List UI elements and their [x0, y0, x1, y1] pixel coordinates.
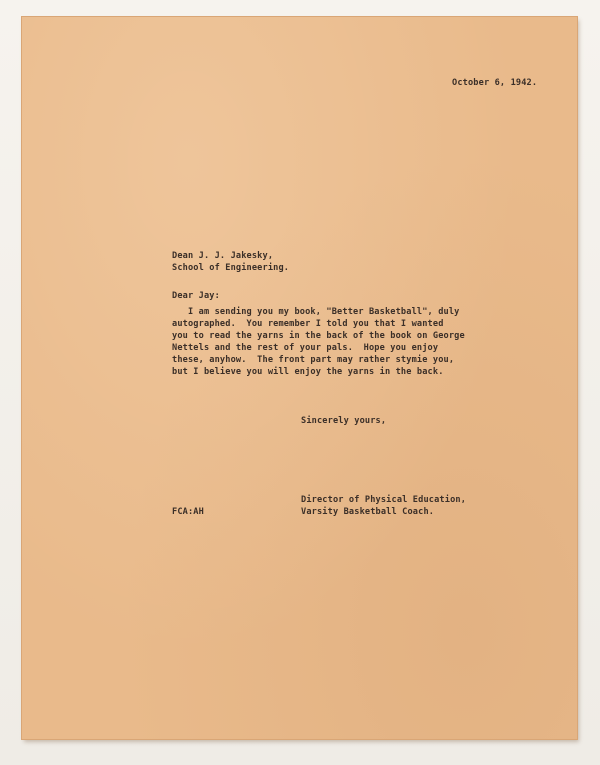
- recipient-department: School of Engineering.: [172, 263, 290, 273]
- complimentary-closing: Sincerely yours,: [301, 416, 387, 426]
- body-line: these, anyhow. The front part may rather stymie you,: [172, 355, 455, 365]
- signature-block: [301, 494, 466, 518]
- salutation: Dear Jay:: [172, 291, 220, 301]
- reference-initials: FCA:AH: [172, 507, 204, 517]
- body-line: you to read the yarns in the back of the book on George: [172, 331, 465, 341]
- signature-title-line-1: Director of Physical Education,: [301, 495, 467, 505]
- letter-page: [22, 17, 577, 739]
- body-line: I am sending you my book, "Better Basketball", duly: [172, 307, 460, 317]
- body-line: but I believe you will enjoy the yarns in the back.: [172, 367, 444, 377]
- body-line: autographed. You remember I told you that I wanted: [172, 319, 444, 329]
- recipient-name: Dean J. J. Jakesky,: [172, 251, 274, 261]
- signature-title-line-2: Varsity Basketball Coach.: [301, 507, 435, 517]
- recipient-address: [172, 250, 289, 274]
- letter-body: [172, 306, 465, 378]
- body-line: Nettels and the rest of your pals. Hope you enjoy: [172, 343, 439, 353]
- letter-date: October 6, 1942.: [452, 78, 538, 88]
